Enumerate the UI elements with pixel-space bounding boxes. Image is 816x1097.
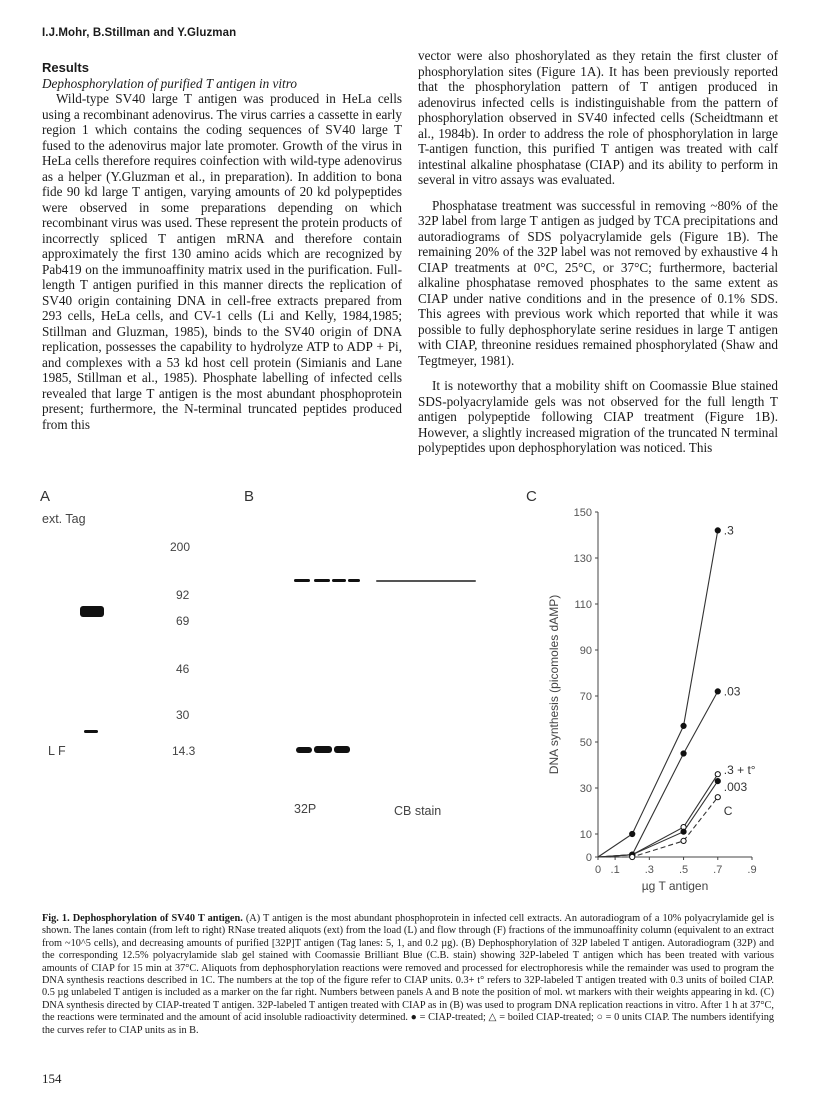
gel-band [348,579,360,582]
data-point [630,831,635,836]
label-cb-stain: CB stain [394,804,442,818]
data-point [715,772,720,777]
gel-band [334,746,350,753]
x-tick-label: .7 [713,864,723,876]
section-title: Results [42,60,89,75]
left-column [42,60,402,432]
x-tick-label: .3 [644,864,654,876]
y-tick-label: 50 [579,737,592,749]
y-tick-label: 90 [579,645,592,657]
figure-1 [30,482,790,902]
y-tick-label: 10 [579,829,592,841]
gel-band [332,579,346,582]
mw-marker: 69 [176,614,190,628]
series-label: .3 [723,523,734,538]
mw-marker: 200 [170,540,191,554]
page-number: 154 [42,1071,62,1086]
data-point [681,838,686,843]
dna-synthesis-chart [520,482,790,900]
x-tick-label: .9 [747,864,757,876]
series-line [598,691,718,857]
series-line [598,797,718,857]
subsection-title: Dephosphorylation of purified T antigen in vitro [42,75,297,91]
panel-a-lane-labels: ext. Tag [42,512,86,526]
panel-a-bottom-label: L F [48,744,66,758]
figure-caption [42,913,774,1037]
panel-b-letter: B [244,488,255,505]
data-point [715,689,720,694]
data-point [681,829,686,834]
left-paragraph-1: Wild-type SV40 large T antigen was produced in HeLa cells using a recombinant adenovirus. The virus carries a cassette in early region 1 which contains the coding sequences of SV40 large T fused to the adenovirus major late promoter. Growth of the virus in HeLa cells therefore requires coinfection with wild-type adenovirus as a helper (Y.Gluzman et al., in preparation). In addition to bona fide 90 kd large T antigen, varying amounts of 20 kd polypeptides were observed in some preparations depending on which recombinant virus was used. These represent the protein products of incorrectly spliced T antigen mRNA and therefore contain approximately the first 130 amino acids which are recognized by Pab419 on the immunoaffinity matrix used in the purification. Full-length T antigen purified in this manner directs the replication of SV40 origin containing DNA in cell-free extracts prepared from 293 cells, HeLa cells, and CV-1 cells (Li and Kelly, 1984,1985; Stillman and Gluzman, 1985), binds to the SV40 origin of DNA replication, possesses the capability to hydrolyze ATP to ADP + Pi, and complexes with a 53 kd host cell protein (Simianis and Lane 1985, Stillman et al., 1985). Phosphate labelling of infected cells revealed that large T antigen is the most abundant phosphoprotein present; furthermore, the N-terminal truncated peptides produced from this [42,91,402,432]
y-tick-label: 70 [579,691,592,703]
series-label: .03 [723,684,741,699]
x-tick-label: .5 [678,864,689,876]
series-label: .3 + t° [723,763,756,778]
y-tick-label: 0 [585,852,592,864]
y-axis-label: DNA synthesis (picomoles dAMP) [547,594,561,775]
data-point [681,723,686,728]
x-axis-label: µg T antigen [641,879,709,893]
label-32p: 32P [294,802,317,816]
data-point [630,854,635,859]
gel-band [314,579,330,582]
gel-band [376,580,476,582]
gel-band [294,579,310,582]
mw-marker: 30 [176,708,190,722]
data-point [715,795,720,800]
y-tick-label: 150 [573,507,592,519]
mw-marker: 14.3 [172,744,196,758]
right-column [418,48,778,456]
caption-panel-b: (B) Dephosphorylation of 32P labeled T antigen. Autoradiogram (32P) and the corresponding 12.5% polyacrylamide slab gel stained with Coomassie Brilliant Blue (C.B. stain) showing 32P-labeled T antigen which has been treated with various amounts of CIAP for 15 min at 37°C. Aliquots from dephosphorylation reactions were removed and processed for electrophoresis while the remainder was used to program the DNA synthesis reactions described in 1C. The numbers at the top of the figure refer to CIAP units. 0.3+ t° refers to 32P-labeled T antigen treated with 0.3 units of boiled CIAP. 0.5 µg unlabeled T antigen is included as a marker on the far right. Numbers between panels A and B note the position of mol. wt markers with their weights appearing in kd. [42,937,774,999]
gel-band [80,606,104,617]
gel-band [314,746,332,753]
right-paragraph-1: vector were also phoshorylated as they retain the first cluster of phosphorylation sites (Figure 1A). It has been previously reported that the phosphorylation pattern of T antigen produced in adenovirus infected cells is indistinguishable from the pattern of phosphorylation observed in SV40 infected cells (Scheidtmann et al., 1984b). In order to address the role of phosphorylation in large T-antigen function, this purified T antigen was treated with calf intestinal alkaline phosphatase (CIAP) and its ability to perform in several in vitro assays was evaluated. [418,48,778,187]
data-point [681,751,686,756]
panel-c-letter: C [526,488,537,505]
x-tick-label: .1 [610,864,620,876]
mw-marker: 92 [176,588,190,602]
series-label: .003 [723,780,748,795]
y-tick-label: 130 [573,553,592,565]
data-point [715,528,720,533]
series-line [598,781,718,857]
data-point [715,779,720,784]
running-header: I.J.Mohr, B.Stillman and Y.Gluzman [42,27,237,39]
x-tick-label: 0 [594,864,602,876]
panel-a-letter: A [40,488,51,505]
series-label: C [723,804,733,819]
y-tick-label: 110 [574,599,592,611]
right-paragraph-3: It is noteworthy that a mobility shift on Coomassie Blue stained SDS-polyacrylamide gels was not observed for the full length T antigen polypeptide following CIAP treatment (Figure 1B). However, a slightly increased migration of the truncated N terminal polypeptides upon dephosphorylation was noticed. This [418,378,778,455]
caption-title: Fig. 1. Dephosphorylation of SV40 T antigen. [42,913,243,924]
right-paragraph-2: Phosphatase treatment was successful in removing ~80% of the 32P label from large T antigen as judged by TCA precipitations and autoradiograms of SDS polyacrylamide gels (Figure 1B). The remaining 20% of the 32P label was not removed by exhaustive 4 h CIAP treatments at 0°C, 25°C, or 37°C; furthermore, bacterial alkaline phosphatase removed phosphates to the same extent as CIAP under native conditions and in the presence of 0.1% SDS. This agrees with previous work which reported that while it was possible to fully dephosphorylate serine residues in large T antigen with CIAP, threonine residues remained phosphorylated (Shaw and Tegtmeyer, 1981). [418,197,778,368]
y-tick-label: 30 [579,783,592,795]
gel-band [296,747,312,753]
mw-marker: 46 [176,662,190,676]
caption-panel-c: (C) DNA synthesis directed by CIAP-treated T antigen. 32P-labeled T antigen treated with CIAP as in (B) was used to program DNA replication reactions in vitro. After 1 h at 37°C, the reactions were terminated and the amount of acid insoluble radioactivity determined. ● = CIAP-treated; △ = boiled CIAP-treated; ○ = 0 units CIAP. The numbers identifying the curves refer to CIAP units as in B. [42,987,774,1036]
gel-band [84,730,98,733]
caption-panel-a: (A) T antigen is the most abundant phosphoprotein in infected cell extracts. An autoradiogram of a 10% polyacrylamide gel is shown. The lanes contain (from left to right) RNase treated aliquots (ext) from the load (L) and flow through (F) fractions of the immunoaffinity column (equivalent to an extract from ~10^5 cells), and decreasing amounts of purified [32P]T antigen (Tag lanes: 5, 1, and 0.2 µg). [42,913,774,949]
